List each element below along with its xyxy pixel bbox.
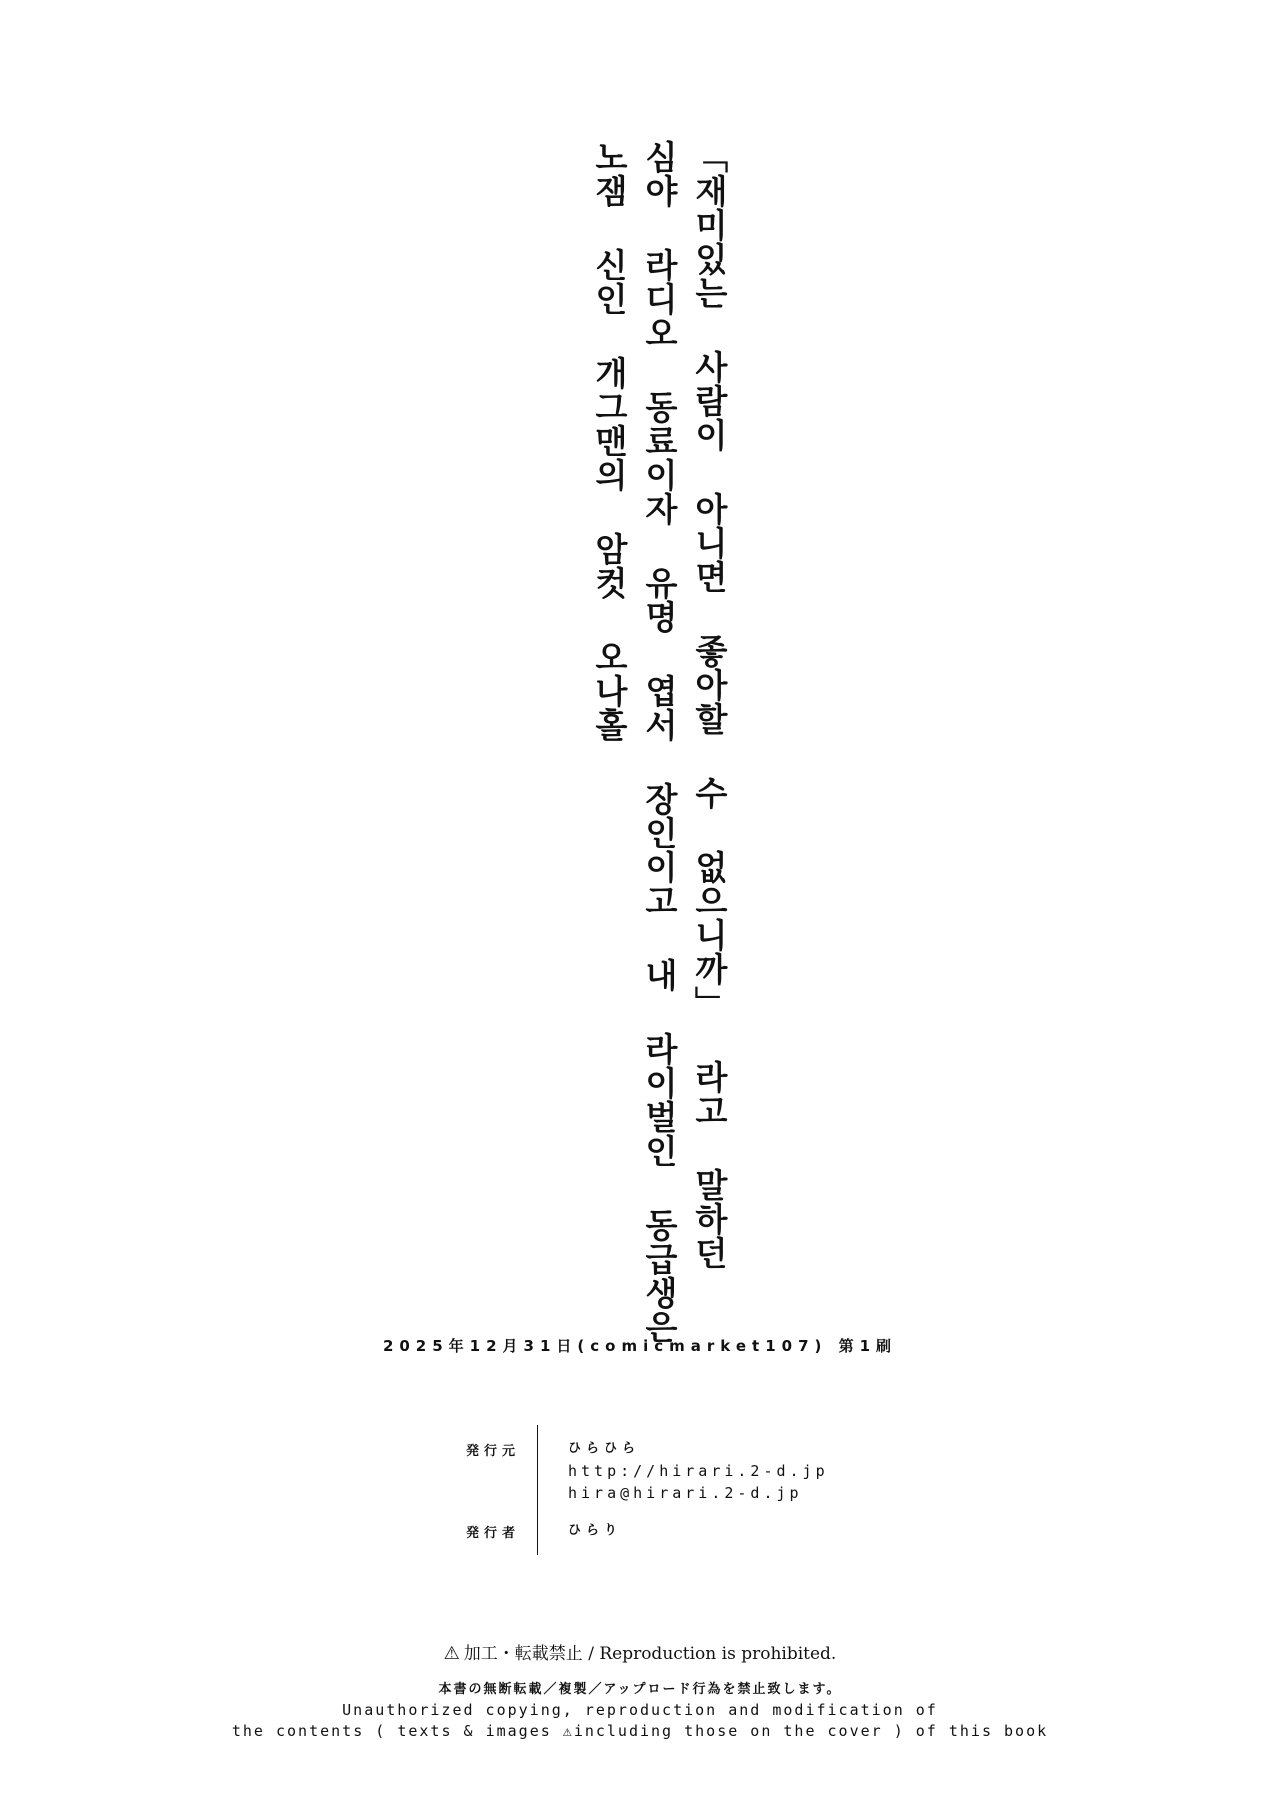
colophon-divider [537, 1425, 538, 1555]
notice-english-line-1: Unauthorized copying, reproduction and modification of [342, 1701, 938, 1719]
publisher-email: hira@hirari.2-d.jp [568, 1484, 803, 1502]
publisher-info [568, 1438, 829, 1504]
issuer-label: 発行者 [465, 1526, 520, 1541]
issuer-info [568, 1520, 622, 1542]
notice-english-line-2: the contents ( texts & images ⚠including those on the cover ) of this book [231, 1722, 1049, 1740]
print-date: 2025年12月31日(comicmarket107) 第1刷 [382, 1337, 898, 1355]
title-line-1: 「재미있는 사람이 아니면 좋아할 수 없으니까」 라고 말하던 [690, 140, 729, 1270]
notice-heading-row [0, 1642, 1280, 1666]
publisher-label: 発行元 [465, 1444, 520, 1459]
title-line-2: 심야 라디오 동료이자 유명 엽서 장인이고 내 라이벌인 동급생은 [640, 140, 679, 1344]
warning-icon: ⚠ [443, 1643, 460, 1664]
publisher-url: http://hirari.2-d.jp [568, 1462, 829, 1480]
colophon [380, 1425, 900, 1555]
notice-heading: 加工・転載禁止 / Reproduction is prohibited. [463, 1644, 837, 1664]
publisher-name: ひらひら [568, 1441, 641, 1456]
copyright-notice [0, 1642, 1280, 1742]
issuer-name: ひらり [568, 1523, 623, 1538]
title-block [580, 140, 730, 1344]
title-line-3: 노잼 신인 개그맨의 암컷 오나홀 [590, 140, 629, 742]
notice-japanese: 本書の無断転載／複製／アップロード行為を禁止致します。 [438, 1682, 842, 1697]
